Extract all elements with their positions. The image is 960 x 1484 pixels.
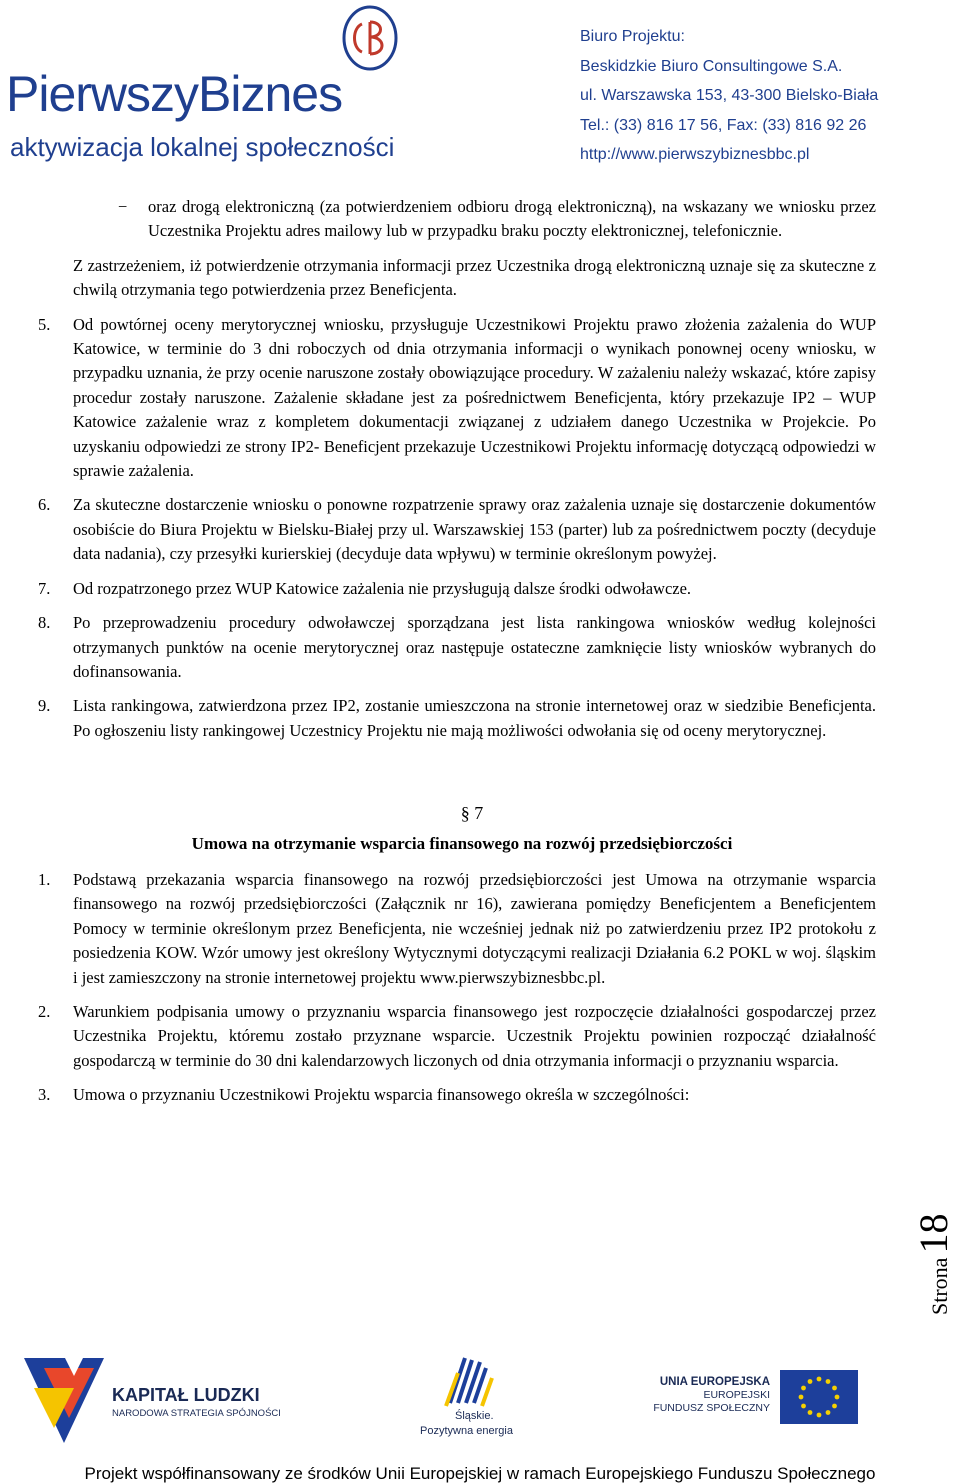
dash-marker: −: [118, 197, 128, 216]
section-sign: § 7: [460, 803, 484, 824]
list-item-6: [38, 493, 876, 566]
section-title: Umowa na otrzymanie wsparcia finansowego na rozwój przedsiębiorczości: [191, 833, 733, 853]
dash-item-text: oraz drogą elektroniczną (za potwierdzeniem odbioru drogą elektroniczną), na wskazany we wniosku przez Uczestnika Projektu adres mailowy lub w przypadku braku poczty elektronicznej, telefonicznie.: [148, 197, 876, 241]
page-footer: [0, 1340, 960, 1484]
kl-title: KAPITAŁ LUDZKI: [112, 1385, 260, 1405]
office-line: Tel.: (33) 816 17 56, Fax: (33) 816 92 26: [580, 116, 867, 134]
slaskie-tagline: Pozytywna energia: [420, 1425, 513, 1437]
item-text: Po przeprowadzeniu procedury odwoławczej sporządzana jest lista rankingowa wniosków według kolejności otrzymanych punktów na ocenie merytorycznej oraz następuje ostateczne zamknięcie listy wniosków wybranych do dofinansowania.: [73, 613, 876, 681]
office-line: Biuro Projektu:: [580, 28, 685, 45]
eu-line: EUROPEJSKI: [703, 1389, 770, 1401]
slaskie-name: Śląskie.: [455, 1410, 494, 1422]
section-item-2: [38, 1000, 876, 1073]
office-url[interactable]: http://www.pierwszybiznesbbc.pl: [580, 146, 810, 163]
list-item-7: [38, 577, 876, 601]
cb-emblem-icon: [340, 4, 400, 72]
page-label: Strona: [927, 1257, 952, 1315]
eu-title: UNIA EUROPEJSKA: [659, 1376, 770, 1388]
list-item-9: [38, 694, 876, 743]
item-number: 3.: [38, 1085, 51, 1105]
logo-text: PierwszyBiznes: [6, 66, 343, 122]
office-line: ul. Warszawska 153, 43-300 Bielsko-Biała: [580, 87, 879, 104]
item-number: 2.: [38, 1001, 51, 1021]
item-text: Za skuteczne dostarczenie wniosku o ponowne rozpatrzenie sprawy oraz zażalenia uznaje się dostarczenie dokumentów osobiście do Biura Projektu w Bielsku-Białej przy ul. Warszawskiej 153 (parter) lub za pośrednictwem poczty (decyduje data nadania), czy przesyłki kurierskiej (decyduje data wpływu) w terminie określonym powyżej.: [73, 495, 876, 564]
item-text: Od powtórnej oceny merytorycznej wniosku, przysługuje Uczestnikowi Projektu prawo złożenia zażalenia do WUP Katowice, w terminie do 3 dni roboczych od dnia otrzymania informacji o wynikach ponownej oceny wniosku, w przypadku uznania, że przy ocenie naruszone zostały obowiązujące procedury. W zażaleniu należy wskazać, które zapisy procedur zostały naruszone. Zażalenie składane jest za pośrednictwem Beneficjenta, który przekazuje IP2 – WUP Katowice zażalenie wraz z kompletem dokumentacji związanej z udziałem danego Uczestnika w Projekcie. Po uzyskaniu odpowiedzi ze strony IP2- Beneficjent przekazuje Uczestnikowi Projektu informację dotyczącą odpowiedzi w sprawie zażalenia.: [73, 314, 876, 481]
eu-flag-icon: [780, 1370, 858, 1424]
item-text: Umowa o przyznaniu Uczestnikowi Projektu wsparcia finansowego określa w szczególności:: [73, 1085, 690, 1105]
eu-fund-text: [650, 1376, 770, 1415]
item-text: Od rozpatrzonego przez WUP Katowice zażalenia nie przysługują dalsze środki odwoławcze.: [73, 578, 692, 598]
reservation-paragraph: Z zastrzeżeniem, iż potwierdzenie otrzymania informacji przez Uczestnika drogą elektroniczną uznaje się za skuteczne z chwilą otrzymania tego potwierdzenia przez Beneficjenta.: [73, 255, 876, 300]
page-value: 18: [911, 1213, 956, 1254]
item-text: Lista rankingowa, zatwierdzona przez IP2, zostanie umieszczona na stronie internetowej oraz w siedzibie Beneficjenta. Po ogłoszeniu listy rankingowej Uczestnicy Projektu nie mają możliwości odwołania się od oceny merytorycznej.: [73, 696, 876, 740]
office-address: [580, 22, 878, 170]
item-text: Podstawą przekazania wsparcia finansowego na rozwój przedsiębiorczości jest Umowa na otrzymanie wsparcia finansowego na rozwój przedsiębiorczości (Załącznik nr 16), zawierana pomiędzy Beneficjentem a Beneficjentem Pomocy w terminie określonym przez Beneficjenta, nie wcześniej jednak niż po zatwierdzeniu przez IP2 protokołu z posiedzenia KOW. Wzór umowy jest określony Wytycznymi dotyczącymi realizacji Działania 6.2 POKL w woj. śląskim i jest zamieszczony na stronie internetowej projektu www.pierwszybiznesbbc.pl.: [73, 869, 876, 987]
page-number: [905, 1195, 960, 1315]
item-number: 1.: [38, 869, 51, 889]
section-item-1: [38, 868, 876, 990]
item-number: 9.: [38, 696, 51, 716]
item-text: Warunkiem podpisania umowy o przyznaniu wsparcia finansowego jest rozpoczęcie działalności gospodarczej przez Uczestnika Projektu, któremu zostało przyznane wsparcie. Uczestnik Projektu powinien rozpocząć działalność gospodarczą w terminie do 30 dni kalendarzowych liczonych od dnia otrzymania informacji o przyznaniu wsparcia.: [73, 1001, 876, 1070]
logo-subtitle: aktywizacja lokalnej społeczności: [10, 132, 395, 162]
document-body: [38, 195, 876, 1108]
eu-line: FUNDUSZ SPOŁECZNY: [653, 1402, 770, 1414]
list-item-8: [38, 611, 876, 684]
list-item-5: [38, 313, 876, 484]
dash-list-item: [38, 195, 876, 244]
item-number: 5.: [38, 314, 51, 334]
item-number: 8.: [38, 613, 51, 633]
item-number: 7.: [38, 578, 51, 598]
item-number: 6.: [38, 495, 51, 515]
office-line: Beskidzkie Biuro Consultingowe S.A.: [580, 57, 843, 75]
page-header: [0, 0, 960, 175]
footer-note: Projekt współfinansowany ze środków Unii Europejskiej w ramach Europejskiego Funduszu Społecznego: [84, 1464, 876, 1483]
kl-subtitle: NARODOWA STRATEGIA SPÓJNOŚCI: [112, 1408, 281, 1419]
section-item-3: [38, 1083, 876, 1107]
